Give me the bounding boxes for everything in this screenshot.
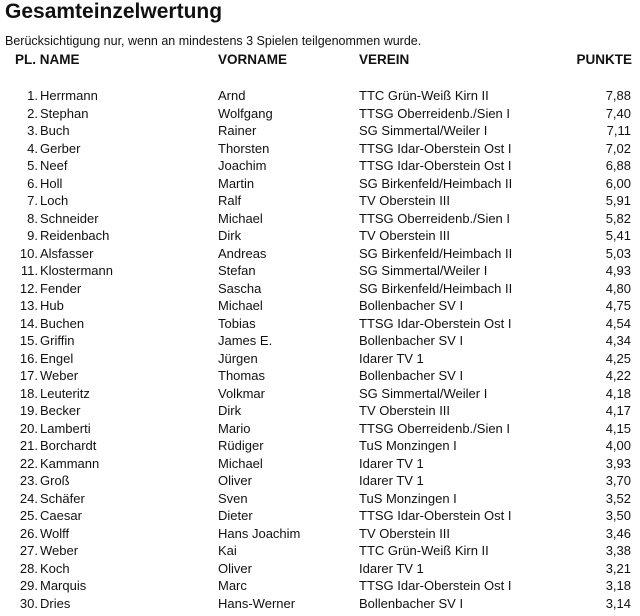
table-row [0,175,640,193]
name-cell: Buchen [40,315,85,331]
first-name-cell: Thomas [218,368,265,383]
table-row [0,385,640,403]
rank-cell: 19. [19,403,38,418]
rank-cell: 16. [19,350,38,366]
rank-cell: 15. [19,333,38,348]
points-cell: 4,80 [605,280,631,296]
first-name-cell: Oliver [218,473,252,488]
rank-cell: 8. [27,210,38,226]
first-name-cell: Hans Joachim [218,525,301,541]
points-cell: 3,93 [605,455,631,471]
club-cell: SG Simmertal/Weiler I [359,385,488,401]
first-name-cell: Oliver [218,560,252,576]
first-name-cell: Michael [218,455,263,471]
points-cell: 4,15 [605,420,631,436]
first-name-cell: Stefan [218,263,256,278]
rank-cell: 20. [19,420,38,436]
table-row [0,542,640,560]
column-header-points: PUNKTE [576,52,632,67]
club-cell: TV Oberstein III [359,228,451,243]
club-cell: Bollenbacher SV I [359,298,464,313]
points-cell: 7,88 [605,88,631,103]
club-cell: TV Oberstein III [359,525,451,541]
first-name-cell: Jürgen [218,350,258,366]
column-header-club: VEREIN [359,52,410,67]
name-cell: Fender [40,280,82,296]
first-name-cell: Marc [218,578,247,593]
club-cell: TTC Grün-Weiß Kirn II [359,543,489,558]
points-cell: 3,50 [605,508,631,523]
name-cell: Loch [40,193,69,208]
first-name-cell: Sascha [218,280,262,296]
name-cell: Borchardt [40,438,97,453]
first-name-cell: Rainer [218,123,257,138]
points-cell: 5,41 [605,228,631,243]
name-cell: Klostermann [40,263,113,278]
rank-cell: 4. [27,140,38,156]
first-name-cell: Dirk [218,403,242,418]
points-cell: 4,93 [605,263,631,278]
name-cell: Koch [40,560,70,576]
table-row [0,280,640,298]
table-row [0,420,640,438]
first-name-cell: Thorsten [218,140,270,156]
table-row [0,122,640,140]
table-row [0,507,640,525]
name-cell: Caesar [40,508,82,523]
rank-cell: 7. [27,193,38,208]
rank-cell: 30. [19,595,38,611]
table-row [0,577,640,595]
first-name-cell: James E. [218,333,273,348]
points-cell: 4,34 [605,333,631,348]
first-name-cell: Andreas [218,245,267,261]
rank-cell: 1. [27,88,38,103]
points-cell: 7,02 [605,140,631,156]
first-name-cell: Dieter [218,508,253,523]
rank-cell: 3. [27,123,38,138]
first-name-cell: Michael [218,210,263,226]
club-cell: TuS Monzingen I [359,490,457,506]
first-name-cell: Volkmar [218,385,265,401]
page-subtitle: Berücksichtigung nur, wenn an mindestens 3 Spielen teilgenommen wurde. [5,34,422,48]
club-cell: Bollenbacher SV I [359,333,464,348]
club-cell: TV Oberstein III [359,193,451,208]
first-name-cell: Rüdiger [218,438,264,453]
table-row [0,245,640,263]
points-cell: 5,03 [605,245,631,261]
rank-cell: 12. [19,280,38,296]
rank-cell: 21. [19,438,38,453]
first-name-cell: Arnd [218,88,246,103]
name-cell: Engel [40,350,74,366]
points-cell: 4,18 [605,385,631,401]
club-cell: TTC Grün-Weiß Kirn II [359,88,489,103]
table-row [0,332,640,350]
name-cell: Buch [40,123,70,138]
club-cell: TTSG Oberreidenb./Sien I [359,210,511,226]
points-cell: 4,75 [605,298,631,313]
table-row [0,262,640,280]
club-cell: Bollenbacher SV I [359,368,464,383]
table-row [0,315,640,333]
name-cell: Dries [40,595,71,611]
name-cell: Alsfasser [40,245,94,261]
rank-cell: 28. [19,560,38,576]
points-cell: 3,70 [605,473,631,488]
points-cell: 7,11 [606,123,631,138]
club-cell: TTSG Oberreidenb./Sien I [359,105,511,121]
club-cell: SG Birkenfeld/Heimbach II [359,245,513,261]
rank-cell: 13. [19,298,38,313]
table-row [0,525,640,543]
club-cell: SG Simmertal/Weiler I [359,123,488,138]
club-cell: Idarer TV 1 [359,350,424,366]
points-cell: 3,14 [605,595,631,611]
name-cell: Reidenbach [40,228,110,243]
page-title: Gesamteinzelwertung [5,0,223,23]
club-cell: TTSG Idar-Oberstein Ost I [359,578,512,593]
name-cell: Schäfer [40,490,85,506]
club-cell: TTSG Oberreidenb./Sien I [359,420,511,436]
table-header [0,52,640,70]
club-cell: TTSG Idar-Oberstein Ost I [359,140,512,156]
table-row [0,490,640,508]
first-name-cell: Martin [218,175,255,191]
table-row [0,350,640,368]
table-row [0,455,640,473]
rank-cell: 6. [27,175,38,191]
name-cell: Gerber [40,140,81,156]
rank-cell: 17. [19,368,38,383]
club-cell: SG Birkenfeld/Heimbach II [359,175,513,191]
table-row [0,157,640,175]
name-cell: Hub [40,298,64,313]
first-name-cell: Sven [218,490,248,506]
ranking-table [0,87,640,612]
table-row [0,210,640,228]
first-name-cell: Joachim [218,158,267,173]
club-cell: TTSG Idar-Oberstein Ost I [359,158,512,173]
points-cell: 5,82 [605,210,631,226]
rank-cell: 9. [27,228,38,243]
name-cell: Stephan [40,105,89,121]
rank-cell: 11. [20,263,38,278]
rank-cell: 23. [19,473,38,488]
club-cell: SG Birkenfeld/Heimbach II [359,280,513,296]
table-row [0,437,640,455]
rank-cell: 14. [19,315,38,331]
name-cell: Wolff [40,525,70,541]
club-cell: TTSG Idar-Oberstein Ost I [359,508,512,523]
name-cell: Schneider [40,210,99,226]
points-cell: 3,21 [605,560,631,576]
rank-cell: 2. [27,105,38,121]
first-name-cell: Wolfgang [218,105,273,121]
table-row [0,140,640,158]
name-cell: Groß [40,473,70,488]
table-row [0,192,640,210]
points-cell: 3,38 [605,543,631,558]
points-cell: 4,17 [605,403,631,418]
club-cell: TV Oberstein III [359,403,451,418]
points-cell: 3,18 [605,578,631,593]
name-cell: Weber [40,543,79,558]
rank-cell: 27. [19,543,38,558]
points-cell: 4,22 [605,368,631,383]
first-name-cell: Tobias [218,315,256,331]
rank-cell: 26. [19,525,38,541]
club-cell: Bollenbacher SV I [359,595,464,611]
first-name-cell: Mario [218,420,251,436]
first-name-cell: Hans-Werner [218,595,296,611]
name-cell: Weber [40,368,79,383]
table-row [0,402,640,420]
points-cell: 5,91 [605,193,631,208]
column-header-first-name: VORNAME [218,52,288,67]
name-cell: Herrmann [40,88,98,103]
points-cell: 6,88 [605,158,631,173]
rank-cell: 24. [19,490,38,506]
name-cell: Holl [40,175,63,191]
club-cell: TuS Monzingen I [359,438,457,453]
rank-cell: 18. [19,385,38,401]
club-cell: Idarer TV 1 [359,455,424,471]
name-cell: Griffin [40,333,75,348]
points-cell: 7,40 [605,105,631,121]
table-row [0,560,640,578]
first-name-cell: Michael [218,298,263,313]
name-cell: Leuteritz [40,385,90,401]
points-cell: 3,52 [605,490,631,506]
club-cell: Idarer TV 1 [359,473,424,488]
rank-cell: 5. [27,158,38,173]
table-row [0,227,640,245]
club-cell: SG Simmertal/Weiler I [359,263,488,278]
points-cell: 4,25 [605,350,631,366]
table-row [0,472,640,490]
table-row [0,87,640,105]
name-cell: Lamberti [40,420,91,436]
points-cell: 6,00 [605,175,631,191]
points-cell: 4,54 [605,315,631,331]
club-cell: TTSG Idar-Oberstein Ost I [359,315,512,331]
rank-cell: 22. [19,455,38,471]
table-row [0,105,640,123]
points-cell: 4,00 [605,438,631,453]
rank-cell: 25. [19,508,38,523]
points-cell: 3,46 [605,525,631,541]
first-name-cell: Dirk [218,228,242,243]
column-header-rank-name: PL. NAME [15,52,80,67]
name-cell: Neef [40,158,68,173]
name-cell: Marquis [40,578,87,593]
name-cell: Kammann [40,455,100,471]
first-name-cell: Ralf [218,193,242,208]
first-name-cell: Kai [218,543,237,558]
rank-cell: 29. [19,578,38,593]
club-cell: Idarer TV 1 [359,560,424,576]
table-row [0,595,640,613]
name-cell: Becker [40,403,81,418]
rank-cell: 10. [19,245,38,261]
table-row [0,297,640,315]
table-row [0,367,640,385]
